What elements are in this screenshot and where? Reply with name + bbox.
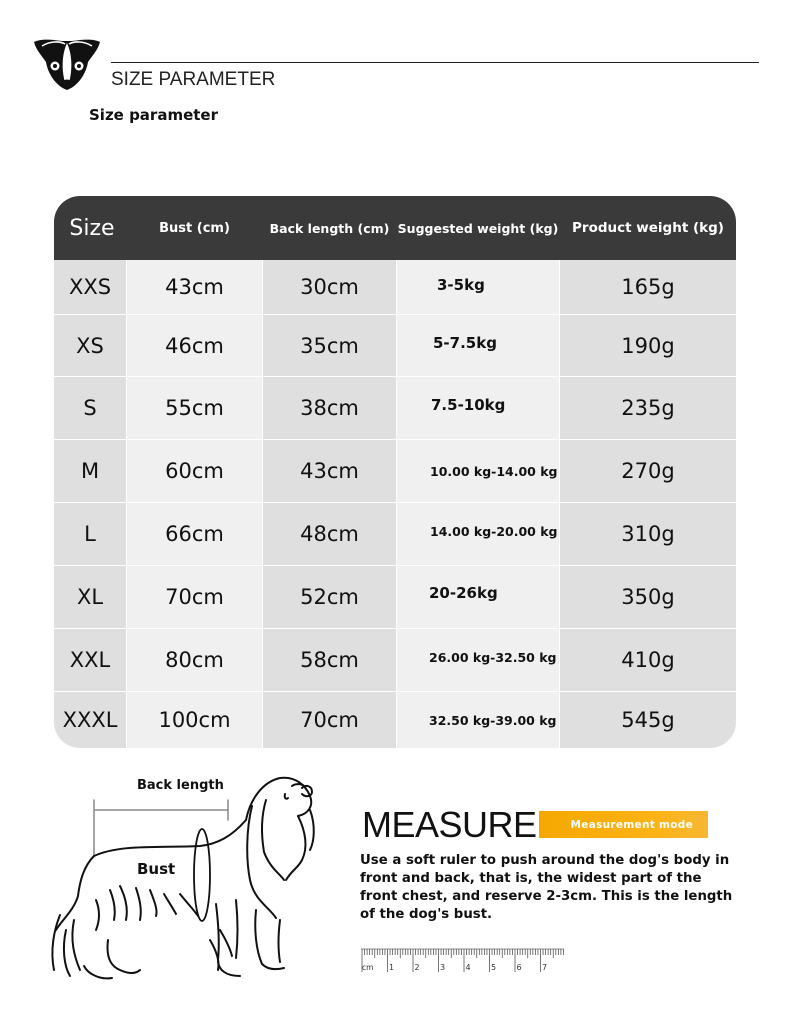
cell-back-length: 48cm — [263, 503, 396, 565]
cell-suggested-weight: 10.00 kg-14.00 kg — [397, 440, 559, 502]
cell-back-length: 35cm — [263, 315, 396, 376]
cell-back-length: 30cm — [263, 260, 396, 314]
cell-product-weight: 165g — [560, 260, 736, 314]
cell-back-length: 38cm — [263, 377, 396, 439]
measure-title: MEASURE — [362, 804, 537, 845]
subtitle: Size parameter — [89, 106, 218, 124]
cell-size: XL — [54, 566, 126, 628]
cell-back-length: 58cm — [263, 629, 396, 691]
cell-size: XXXL — [54, 692, 126, 748]
cell-product-weight: 545g — [560, 692, 736, 748]
ruler-label: 6 — [516, 963, 522, 972]
cell-bust: 100cm — [127, 692, 262, 748]
table-row — [54, 440, 736, 503]
cell-bust: 55cm — [127, 377, 262, 439]
column-header-size: Size — [69, 215, 115, 241]
ruler-label: 2 — [414, 963, 420, 972]
cell-product-weight: 190g — [560, 315, 736, 376]
table-row — [54, 503, 736, 566]
table-header — [54, 196, 736, 260]
ruler-label: 7 — [542, 963, 548, 972]
ruler-label: 4 — [465, 963, 471, 972]
cell-product-weight: 410g — [560, 629, 736, 691]
cell-bust: 46cm — [127, 315, 262, 376]
table-row — [54, 566, 736, 629]
cell-product-weight: 270g — [560, 440, 736, 502]
table-row — [54, 377, 736, 440]
cell-bust: 66cm — [127, 503, 262, 565]
cell-back-length: 52cm — [263, 566, 396, 628]
header-divider — [111, 62, 759, 63]
cell-back-length: 43cm — [263, 440, 396, 502]
cell-size: M — [54, 440, 126, 502]
ruler-label: 5 — [491, 963, 497, 972]
cell-size: L — [54, 503, 126, 565]
cell-size: XXL — [54, 629, 126, 691]
cell-suggested-weight: 14.00 kg-20.00 kg — [397, 503, 559, 565]
cell-product-weight: 310g — [560, 503, 736, 565]
cell-size: XS — [54, 315, 126, 376]
ruler-label: 1 — [389, 963, 395, 972]
cell-suggested-weight: 5-7.5kg — [397, 315, 559, 376]
dog-face-icon — [32, 38, 102, 92]
cell-suggested-weight: 32.50 kg-39.00 kg — [397, 692, 559, 748]
cell-size: S — [54, 377, 126, 439]
ruler-unit: cm — [362, 963, 374, 972]
cell-bust: 80cm — [127, 629, 262, 691]
column-header-suggested-weight: Suggested weight (kg) — [397, 220, 559, 236]
section-title: SIZE PARAMETER — [111, 69, 276, 90]
cell-bust: 70cm — [127, 566, 262, 628]
size-table — [54, 196, 736, 748]
measure-description: Use a soft ruler to push around the dog's body in front and back, that is, the widest part of the front chest, and reserve 2-3cm. This is the length of the dog's bust. — [360, 853, 733, 922]
cell-bust: 60cm — [127, 440, 262, 502]
ruler-icon — [360, 946, 570, 976]
table-row — [54, 629, 736, 692]
table-row — [54, 315, 736, 377]
cell-suggested-weight: 7.5-10kg — [397, 377, 559, 439]
measurement-mode-badge: Measurement mode — [539, 811, 708, 838]
cell-product-weight: 235g — [560, 377, 736, 439]
cell-suggested-weight: 3-5kg — [397, 260, 559, 314]
cell-product-weight: 350g — [560, 566, 736, 628]
cell-bust: 43cm — [127, 260, 262, 314]
cell-size: XXS — [54, 260, 126, 314]
column-header-back-length: Back length (cm) — [269, 220, 390, 236]
bust-label: Bust — [137, 860, 176, 878]
cell-suggested-weight: 20-26kg — [397, 566, 559, 628]
cell-back-length: 70cm — [263, 692, 396, 748]
ruler-label: 3 — [440, 963, 446, 972]
cell-suggested-weight: 26.00 kg-32.50 kg — [397, 629, 559, 691]
table-row — [54, 692, 736, 748]
dog-outline-illustration — [40, 770, 330, 990]
table-row — [54, 260, 736, 315]
column-header-product-weight: Product weight (kg) — [572, 220, 724, 236]
back-length-label: Back length — [137, 778, 224, 793]
column-header-bust: Bust (cm) — [159, 220, 230, 236]
